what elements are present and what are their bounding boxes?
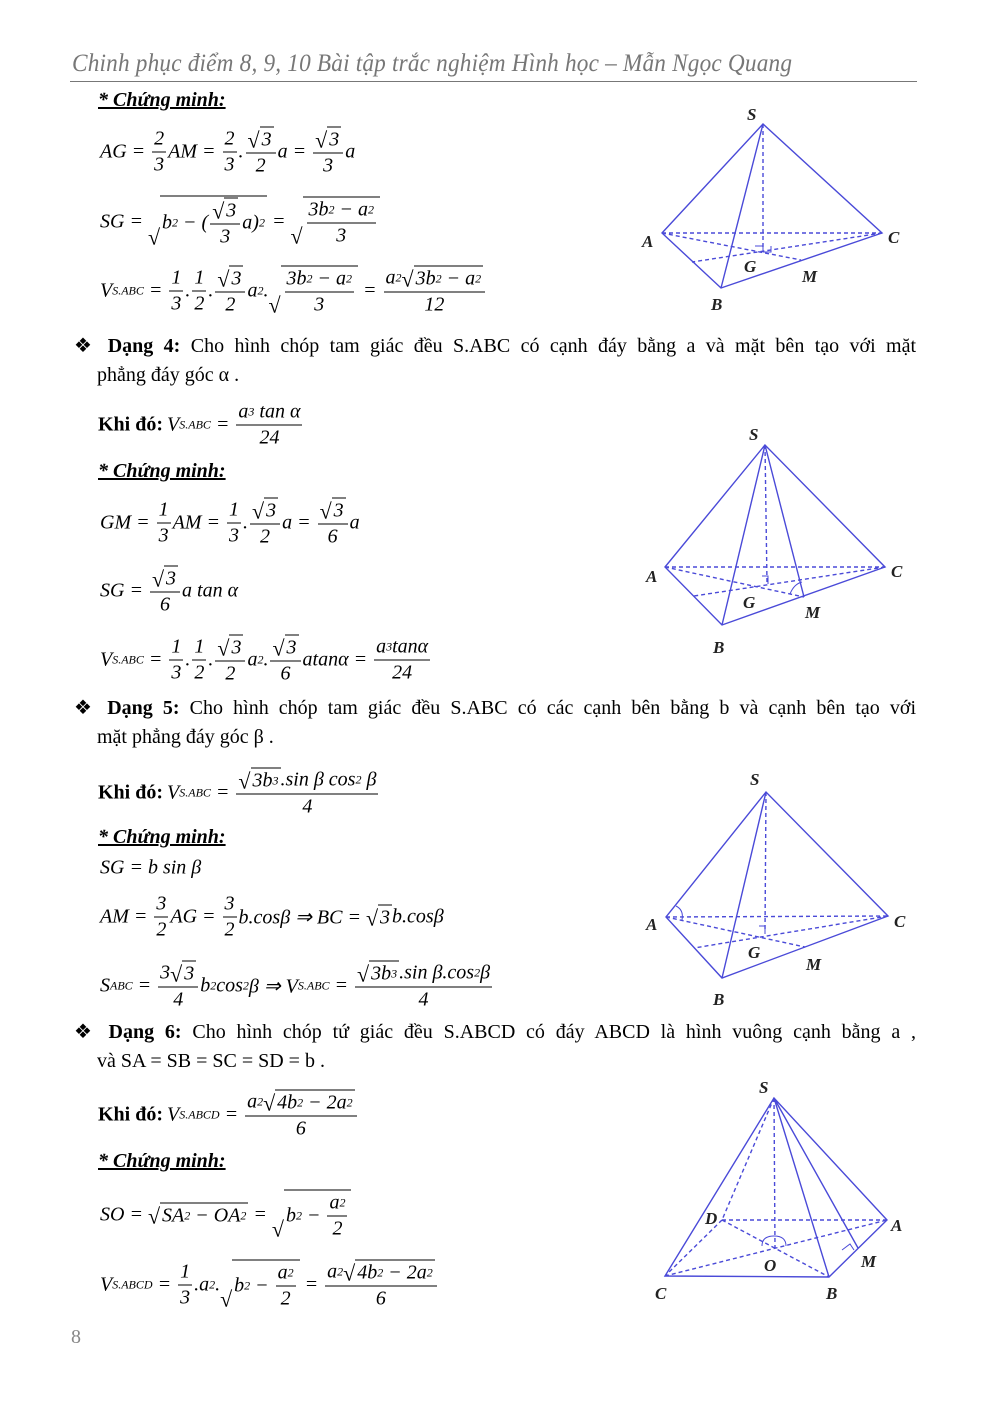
superscript: 2 (172, 215, 179, 230)
radical-sign: √ (290, 223, 303, 249)
math-text: 3 (231, 267, 242, 290)
math-text: 2 (332, 1217, 343, 1240)
radical-sign: √ (220, 1286, 233, 1312)
radical-sign: √ (247, 127, 260, 153)
superscript: 2 (287, 1265, 294, 1280)
radical-sign: √ (212, 198, 225, 224)
superscript: 2 (257, 652, 264, 667)
math-text: . (208, 648, 214, 671)
math-text: AM = (172, 511, 225, 534)
radical-sign: √ (357, 961, 370, 987)
radical-sign: √ (271, 1216, 284, 1242)
radical-sign: √ (151, 566, 165, 592)
math-text: SO = (100, 1203, 148, 1226)
math-text: = (219, 1103, 244, 1126)
math-text: 2 (260, 525, 271, 548)
label-s: S (747, 105, 757, 124)
math-text: 2 (225, 293, 236, 316)
math-text: a (329, 1191, 340, 1214)
label-s: S (749, 425, 759, 444)
radical-sign: √ (401, 266, 414, 292)
superscript: 2 (258, 215, 265, 230)
label-b: B (713, 990, 725, 1009)
math-text: 3 (158, 524, 169, 547)
label-g: G (748, 943, 761, 962)
math-text: 1 (180, 1260, 191, 1283)
math-text: − (250, 1274, 274, 1297)
superscript: 3 (386, 639, 393, 654)
label-m: M (806, 955, 822, 974)
radical-sign: √ (217, 635, 230, 661)
math-text: 3 (154, 153, 165, 176)
math-text: 2 (255, 154, 266, 177)
math-text: = (358, 279, 382, 302)
math-text: b.cosβ ⇒ BC = (238, 906, 366, 929)
math-text: 2 (154, 127, 165, 150)
superscript: 2 (295, 1208, 302, 1223)
superscript: 2 (346, 271, 353, 286)
label-m: M (802, 267, 818, 286)
math-text: 4 (418, 988, 429, 1011)
math-text: . (263, 648, 269, 671)
math-text: . (215, 1273, 221, 1296)
math-text: tan α (254, 400, 301, 423)
math-text: 3 (156, 892, 167, 915)
math-text: = (210, 413, 235, 436)
proof-heading: * Chứng minh: (98, 460, 226, 482)
math-text: a (327, 1260, 338, 1283)
diagram-4-square-pyramid (655, 1078, 902, 1303)
math-text: 4b (357, 1261, 378, 1284)
math-text: a (247, 1090, 258, 1113)
math-text: atanα = (302, 648, 373, 671)
math-text: − a (312, 267, 347, 290)
radical-sign: √ (365, 905, 379, 931)
dang-6-result: Khi đó: V S.ABCD = a 2 √ 4b 2 − 2a 2 6 (98, 1090, 359, 1141)
math-text: 3 (228, 524, 239, 547)
math-text: SG = (100, 210, 148, 233)
math-text: AM = (100, 905, 153, 928)
subscript: S.ABC (112, 652, 144, 667)
label-c: C (891, 562, 903, 581)
math-text: 3 (166, 567, 177, 590)
math-text: V (100, 1273, 113, 1296)
subscript: S.ABCD (112, 1277, 153, 1292)
math-text: = (143, 279, 168, 302)
diagram-3-triangular-pyramid (645, 770, 906, 1009)
superscript: 2 (184, 1208, 191, 1223)
math-text: . (185, 279, 191, 302)
superscript: 2 (426, 1265, 433, 1280)
math-text: V (100, 279, 113, 302)
label-b: B (711, 295, 723, 314)
math-text: . (185, 648, 191, 671)
math-text: 1 (194, 266, 205, 289)
math-text: = (210, 781, 235, 804)
math-text: 12 (424, 293, 445, 316)
math-text: a = (282, 511, 316, 534)
label-a: A (642, 232, 654, 251)
math-text: V (167, 781, 180, 804)
subscript: ABC (110, 978, 133, 993)
math-text: a = (277, 140, 312, 163)
label-g: G (743, 593, 756, 612)
superscript: 2 (339, 1195, 346, 1210)
math-text: 24 (392, 661, 413, 684)
math-text: a (247, 648, 258, 671)
math-text: − 2a (383, 1261, 427, 1284)
math-text: 3 (329, 128, 340, 151)
math-text: 2 (224, 127, 235, 150)
math-text: . (242, 511, 248, 534)
superscript: 2 (297, 1095, 304, 1110)
subscript: S.ABC (179, 417, 211, 432)
math-text: 6 (159, 593, 170, 616)
math-text: 3 (171, 292, 182, 315)
math-text: 3 (323, 154, 334, 177)
radical-sign: √ (263, 1090, 276, 1116)
superscript: 2 (209, 1277, 216, 1292)
math-text: 2 (224, 918, 235, 941)
math-text: 2 (194, 292, 205, 315)
math-text: = (248, 1203, 272, 1226)
math-text: 2 (225, 662, 236, 685)
math-text: a (345, 140, 356, 163)
math-text: a) (242, 211, 259, 234)
math-text: a (349, 511, 360, 534)
math-text: − a (334, 198, 369, 221)
label-c: C (894, 912, 906, 931)
math-text: = (143, 648, 168, 671)
math-text: 3 (380, 906, 391, 929)
math-text: 3 (226, 199, 237, 222)
math-text: 1 (158, 498, 169, 521)
page-header-title: Chinh phục điểm 8, 9, 10 Bài tập trắc nghiệm Hình học – Mẫn Ngọc Quang (72, 50, 793, 77)
math-text: − ( (178, 211, 209, 234)
proof-heading: * Chứng minh: (98, 89, 226, 111)
math-text: 2 (280, 1287, 291, 1310)
radical-sign: √ (238, 768, 251, 794)
math-text: β ⇒ V (248, 975, 298, 998)
math-text: − OA (190, 1204, 241, 1227)
label-s: S (750, 770, 760, 789)
math-text: 6 (295, 1117, 306, 1140)
math-text: 3 (160, 961, 171, 984)
math-text: β (480, 961, 491, 984)
superscript: 2 (210, 978, 217, 993)
superscript: 2 (346, 1095, 353, 1110)
math-text: 3 (266, 499, 277, 522)
math-text: 4 (173, 988, 184, 1011)
math-text: V (167, 1103, 180, 1126)
math-text: 3b (415, 267, 436, 290)
math-text: b.cosβ (392, 905, 444, 928)
label-s: S (759, 1078, 769, 1097)
superscript: 2 (355, 772, 362, 787)
math-text: a tan α (182, 579, 239, 602)
radical-sign: √ (147, 1203, 161, 1229)
superscript: 3 (248, 404, 255, 419)
dang-6-statement: ❖ Dạng 6: Cho hình chóp tứ giác đều S.ABCD có đáy ABCD là hình vuông cạnh bằng a , và SA = SB = SC = SD = b . (74, 1021, 917, 1072)
superscript: 2 (257, 283, 264, 298)
label-b: B (826, 1284, 838, 1303)
math-text: 3b (252, 769, 273, 792)
superscript: 2 (337, 1264, 344, 1279)
label-a: A (891, 1216, 903, 1235)
diagram-2-triangular-pyramid (645, 425, 903, 657)
math-text: .sin β cos (280, 768, 356, 791)
math-text: 3 (220, 225, 231, 248)
math-text: 3 (224, 892, 235, 915)
math-text: 6 (280, 662, 291, 685)
math-text: 1 (171, 635, 182, 658)
math-text: 6 (375, 1287, 386, 1310)
math-text: 3 (171, 661, 182, 684)
math-text: 6 (327, 525, 338, 548)
label-c: C (655, 1284, 667, 1303)
diagram-1-triangular-pyramid (641, 105, 900, 314)
superscript: 2 (240, 1208, 247, 1223)
label-m: M (805, 603, 821, 622)
superscript: 2 (257, 1094, 264, 1109)
math-text: − a (441, 267, 476, 290)
math-text: 1 (194, 635, 205, 658)
proof-heading: * Chứng minh: (98, 826, 226, 848)
math-text: tanα (392, 635, 429, 658)
math-text: 4 (302, 795, 313, 818)
math-text: cos (216, 974, 243, 997)
math-text: = (299, 1273, 324, 1296)
math-text: 3 (184, 962, 195, 985)
radical-sign: √ (315, 127, 328, 153)
math-text: AG = (100, 140, 151, 163)
subscript: S.ABC (112, 283, 144, 298)
label-d: D (705, 1209, 718, 1228)
label-a: A (646, 915, 658, 934)
radical-sign: √ (268, 292, 281, 318)
superscript: 3 (272, 773, 279, 788)
math-text: b (200, 974, 211, 997)
math-text: 1 (228, 498, 239, 521)
label-b: B (713, 638, 725, 657)
label-a: A (646, 567, 658, 586)
math-text: a (385, 266, 396, 289)
superscript: 2 (242, 978, 249, 993)
label-c: C (888, 228, 900, 247)
subscript: S.ABC (179, 785, 211, 800)
math-text: . (238, 140, 244, 163)
math-text: 3 (224, 153, 235, 176)
math-text: 3b (308, 198, 329, 221)
radical-sign: √ (343, 1260, 356, 1286)
math-text: SG = (100, 579, 148, 602)
radical-sign: √ (217, 266, 230, 292)
math-text: 3 (286, 636, 297, 659)
superscript: 2 (395, 270, 402, 285)
math-text: 3b (371, 962, 392, 985)
math-text: 3 (231, 636, 242, 659)
math-text: b (162, 211, 173, 234)
math-text: 2 (156, 918, 167, 941)
superscript: 2 (475, 271, 482, 286)
math-text: a (238, 400, 249, 423)
radical-sign: √ (251, 498, 265, 524)
math-text: S (100, 974, 110, 997)
math-text: a (376, 635, 387, 658)
dang-4-statement: ❖ Dạng 4: Cho hình chóp tam giác đều S.ABC có cạnh đáy bằng a và mặt bên tạo với mặt phẳng đáy góc α . (74, 335, 917, 386)
math-text: 3b (286, 267, 307, 290)
math-text: SA (162, 1204, 185, 1227)
math-text: AM = (168, 140, 221, 163)
math-text: 3 (261, 128, 272, 151)
page-number: 8 (71, 1326, 81, 1348)
math-text: 2 (194, 661, 205, 684)
superscript: 2 (474, 965, 481, 980)
dang-4-result: Khi đó: V S.ABC = a 3 tan α 24 (98, 400, 301, 449)
math-text: − 2a (303, 1091, 347, 1114)
superscript: 3 (391, 966, 398, 981)
math-text: 3 (333, 499, 344, 522)
radical-sign: √ (272, 635, 285, 661)
math-text: b (285, 1204, 296, 1227)
superscript: 2 (328, 202, 335, 217)
math-text: a (247, 279, 258, 302)
math-text: SG = b sin β (100, 856, 202, 879)
math-text: 4b (277, 1091, 298, 1114)
math-text: a (277, 1261, 288, 1284)
radical-sign: √ (170, 961, 183, 987)
superscript: 2 (435, 271, 442, 286)
subscript: S.ABC (297, 978, 330, 993)
math-text: β (361, 768, 377, 791)
math-text: 1 (171, 266, 182, 289)
math-text: AG = (170, 905, 221, 928)
math-text: = (152, 1273, 177, 1296)
math-text: .sin β.cos (399, 961, 475, 984)
math-text: 3 (336, 224, 347, 247)
proof-heading: * Chứng minh: (98, 1150, 226, 1172)
math-text: 3 (180, 1286, 191, 1309)
math-text: 24 (259, 426, 280, 449)
math-text: = (329, 974, 354, 997)
math-text: V (167, 413, 180, 436)
math-text: − (301, 1204, 326, 1227)
superscript: 2 (244, 1278, 251, 1293)
math-text: = (132, 974, 157, 997)
math-text: = (266, 210, 291, 233)
math-text: b (234, 1274, 245, 1297)
math-text: V (100, 648, 113, 671)
superscript: 2 (368, 202, 375, 217)
label-o: O (764, 1256, 777, 1275)
math-text: 3 (314, 293, 325, 316)
dang-5-statement: ❖ Dạng 5: Cho hình chóp tam giác đều S.ABC có các cạnh bên bằng b và cạnh bên tạo với mặt phẳng đáy góc β . (74, 697, 917, 748)
dang-5-result: Khi đó: V S.ABC = √ 3b 3 .sin β cos 2 β 4 (98, 768, 377, 818)
superscript: 2 (377, 1265, 384, 1280)
math-text: . (208, 279, 214, 302)
math-text: . (263, 279, 269, 302)
label-m: M (861, 1252, 877, 1271)
label-g: G (744, 257, 757, 276)
radical-sign: √ (147, 224, 161, 250)
math-text: .a (194, 1273, 210, 1296)
subscript: S.ABCD (179, 1107, 220, 1122)
superscript: 2 (306, 271, 313, 286)
radical-sign: √ (319, 498, 332, 524)
math-text: GM = (100, 511, 155, 534)
